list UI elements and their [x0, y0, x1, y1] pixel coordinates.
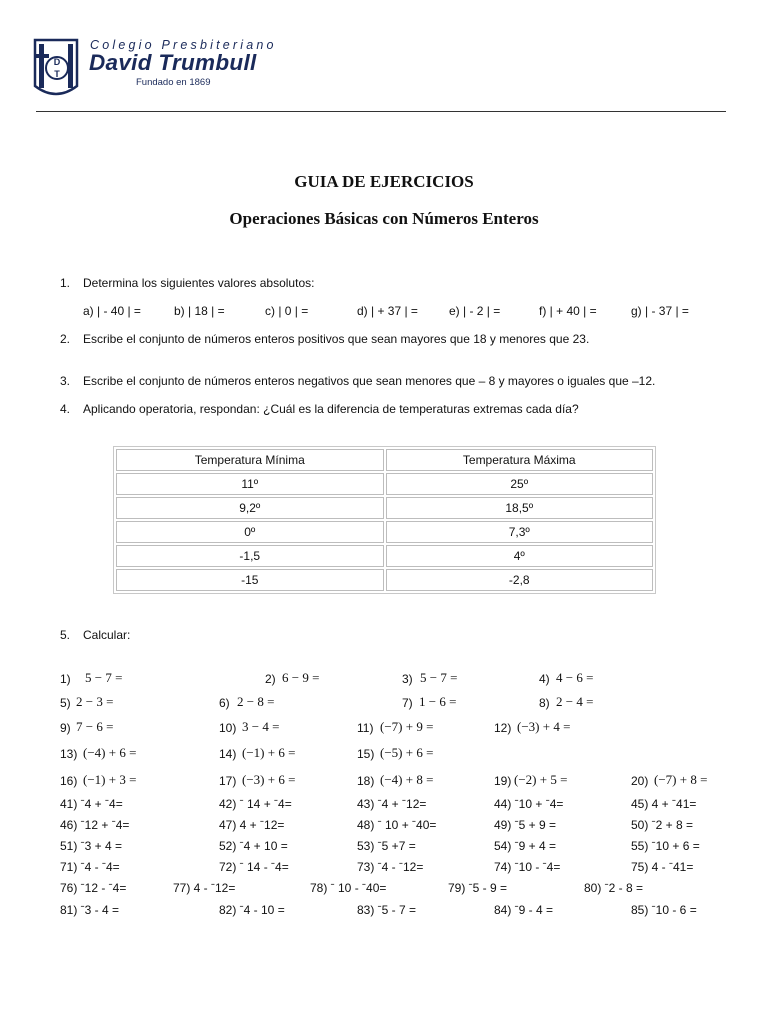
exercise-label: 11) — [357, 721, 374, 735]
page-title: GUIA DE EJERCICIOS — [294, 172, 474, 191]
exercise-item: 79) ˉ5 - 9 = — [448, 881, 508, 895]
exercise-label: 8) — [539, 696, 550, 710]
exercise-label: 10) — [219, 721, 237, 735]
exercise-expression: 4 − 6 = — [556, 670, 594, 685]
question-1-text: Determina los siguientes valores absolutos: — [83, 276, 315, 290]
exercise-item: 51) ˉ3 + 4 = — [60, 839, 123, 853]
question-2-number: 2. — [60, 332, 71, 346]
exercise-expression: 5 − 7 = — [420, 670, 458, 685]
exercise-expression: 2 − 3 = — [76, 694, 114, 709]
exercise-item: 76) ˉ12 - ˉ4= — [60, 881, 127, 895]
table-cell-min: -1,5 — [116, 545, 384, 567]
exercise-expression: 2 − 8 = — [237, 694, 275, 709]
table-cell-max: 4º — [386, 545, 654, 567]
table-cell-max: -2,8 — [386, 569, 654, 591]
exercise-expression: 6 − 9 = — [282, 670, 320, 685]
exercise-label: 6) — [219, 696, 230, 710]
exercise-item: 42) ˉ 14 + ˉ4= — [219, 797, 292, 811]
table-cell-min: -15 — [116, 569, 384, 591]
exercise-expression: 7 − 6 = — [76, 719, 114, 734]
exercise-item: 82) ˉ4 - 10 = — [219, 903, 285, 917]
exercise-expression: 2 − 4 = — [556, 694, 594, 709]
exercise-expression: (−4) + 6 = — [83, 745, 137, 760]
exercise-item: 50) ˉ2 + 8 = — [631, 818, 694, 832]
header-rule — [36, 111, 726, 112]
table-row — [116, 545, 653, 567]
abs-item-d: d) | + 37 | = — [357, 304, 418, 318]
school-name-line2: David Trumbull — [89, 50, 257, 75]
exercise-label: 18) — [357, 774, 375, 788]
table-row — [116, 569, 653, 591]
exercise-label: 4) — [539, 672, 550, 686]
table-cell-min: 0º — [116, 521, 384, 543]
table-header-row — [116, 449, 653, 471]
question-5-number: 5. — [60, 628, 71, 642]
exercise-label: 17) — [219, 774, 237, 788]
exercise-expression: (−5) + 6 = — [380, 745, 434, 760]
abs-item-c: c) | 0 | = — [265, 304, 309, 318]
abs-item-b: b) | 18 | = — [174, 304, 225, 318]
founded-text: Fundado en 1869 — [136, 77, 211, 88]
exercise-expression: (−3) + 6 = — [242, 772, 296, 787]
exercise-expression: (−1) + 3 = — [83, 772, 137, 787]
exercise-expression: (−2) + 5 = — [514, 772, 568, 787]
table-cell-max: 18,5º — [386, 497, 654, 519]
logo-letter-t: T — [54, 69, 60, 79]
exercise-item: 48) ˉ 10 + ˉ40= — [357, 818, 437, 832]
table-cell-max: 25º — [386, 473, 654, 495]
exercise-item: 49) ˉ5 + 9 = — [494, 818, 557, 832]
exercise-item: 80) ˉ2 - 8 = — [584, 881, 644, 895]
exercise-label: 3) — [402, 672, 413, 686]
temperature-table — [113, 446, 656, 594]
exercise-label: 16) — [60, 774, 78, 788]
exercise-label: 5) — [60, 696, 71, 710]
exercise-item: 77) 4 - ˉ12= — [173, 881, 236, 895]
exercise-item: 47) 4 + ˉ12= — [219, 818, 285, 832]
exercise-item: 74) ˉ10 - ˉ4= — [494, 860, 561, 874]
exercise-label: 1) — [60, 672, 71, 686]
exercise-item: 84) ˉ9 - 4 = — [494, 903, 554, 917]
question-3-number: 3. — [60, 374, 71, 388]
exercise-expression: 3 − 4 = — [242, 719, 280, 734]
exercise-item: 45) 4 + ˉ41= — [631, 797, 697, 811]
abs-item-g: g) | - 37 | = — [631, 304, 689, 318]
exercise-label: 12) — [494, 721, 512, 735]
exercise-item: 54) ˉ9 + 4 = — [494, 839, 557, 853]
exercise-expression: (−1) + 6 = — [242, 745, 296, 760]
exercise-item: 43) ˉ4 + ˉ12= — [357, 797, 427, 811]
question-5-text: Calcular: — [83, 628, 131, 642]
exercise-expression: 5 − 7 = — [85, 670, 123, 685]
table-header-min: Temperatura Mínima — [116, 449, 384, 471]
exercise-item: 53) ˉ5 +7 = — [357, 839, 416, 853]
exercise-item: 75) 4 - ˉ41= — [631, 860, 694, 874]
page-subtitle: Operaciones Básicas con Números Enteros — [229, 209, 539, 228]
exercise-label: 13) — [60, 747, 78, 761]
table-cell-min: 9,2º — [116, 497, 384, 519]
exercise-item: 71) ˉ4 - ˉ4= — [60, 860, 120, 874]
exercise-item: 41) ˉ4 + ˉ4= — [60, 797, 123, 811]
exercise-item: 81) ˉ3 - 4 = — [60, 903, 120, 917]
school-name-line1: Colegio Presbiteriano — [90, 38, 277, 52]
table-cell-min: 11º — [116, 473, 384, 495]
exercise-label: 14) — [219, 747, 237, 761]
abs-item-a: a) | - 40 | = — [83, 304, 141, 318]
exercise-item: 44) ˉ10 + ˉ4= — [494, 797, 564, 811]
table-cell-max: 7,3º — [386, 521, 654, 543]
logo-letter-d: D — [53, 57, 61, 67]
exercise-label: 2) — [265, 672, 276, 686]
exercise-item: 83) ˉ5 - 7 = — [357, 903, 417, 917]
exercise-label: 15) — [357, 747, 375, 761]
question-3-text: Escribe el conjunto de números enteros negativos que sean menores que – 8 y mayores o iguales que –12. — [83, 374, 656, 388]
question-4-text: Aplicando operatoria, respondan: ¿Cuál es la diferencia de temperaturas extremas cada día? — [83, 402, 579, 416]
abs-item-f: f) | + 40 | = — [539, 304, 597, 318]
school-logo — [33, 38, 79, 102]
exercise-label: 20) — [631, 774, 649, 788]
exercise-label: 19) — [494, 774, 512, 788]
exercise-item: 46) ˉ12 + ˉ4= — [60, 818, 130, 832]
exercise-expression: (−3) + 4 = — [517, 719, 571, 734]
exercise-item: 55) ˉ10 + 6 = — [631, 839, 700, 853]
exercise-expression: 1 − 6 = — [419, 694, 457, 709]
exercise-item: 52) ˉ4 + 10 = — [219, 839, 288, 853]
exercise-item: 78) ˉ 10 - ˉ40= — [310, 881, 387, 895]
table-row — [116, 497, 653, 519]
abs-item-e: e) | - 2 | = — [449, 304, 501, 318]
table-row — [116, 473, 653, 495]
table-header-max: Temperatura Máxima — [386, 449, 654, 471]
exercise-item: 72) ˉ 14 - ˉ4= — [219, 860, 289, 874]
exercise-expression: (−7) + 8 = — [654, 772, 708, 787]
exercise-item: 73) ˉ4 - ˉ12= — [357, 860, 424, 874]
exercise-label: 7) — [402, 696, 413, 710]
exercise-label: 9) — [60, 721, 71, 735]
question-1-number: 1. — [60, 276, 71, 290]
exercise-expression: (−7) + 9 = — [380, 719, 434, 734]
question-2-text: Escribe el conjunto de números enteros positivos que sean mayores que 18 y menores que 23. — [83, 332, 590, 346]
table-row — [116, 521, 653, 543]
exercise-expression: (−4) + 8 = — [380, 772, 434, 787]
question-4-number: 4. — [60, 402, 71, 416]
exercise-item: 85) ˉ10 - 6 = — [631, 903, 697, 917]
